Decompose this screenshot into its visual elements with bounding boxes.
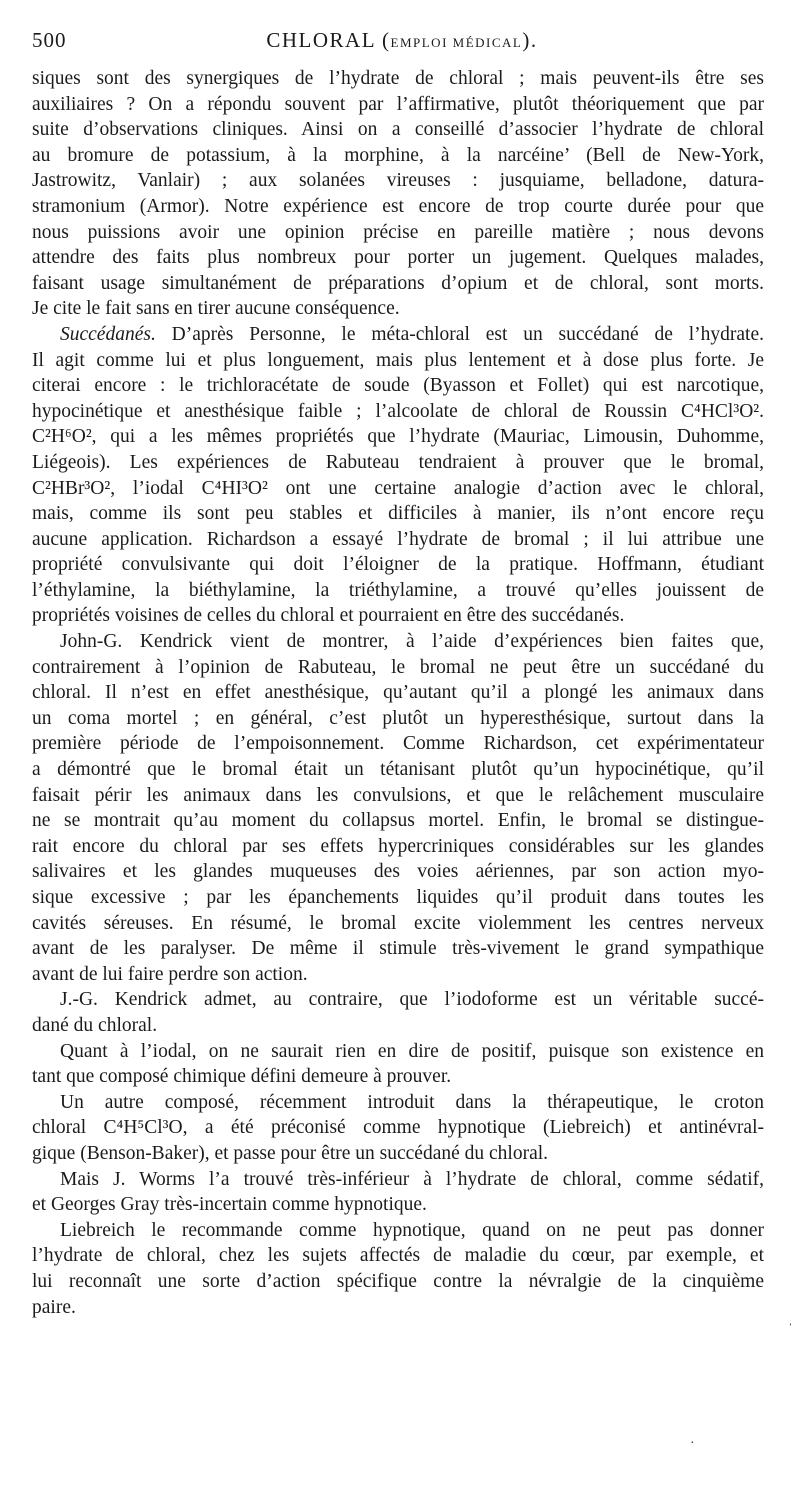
text-line: première période de l’empoisonnement. Comme Richardson, cet expérimentateur xyxy=(32,733,764,755)
text-line: siques sont des synergiques de l’hydrate de chloral ; mais peuvent-ils être ses xyxy=(32,68,764,89)
text-line xyxy=(32,322,764,348)
text-line: propriétés voisines de celles du chloral et pourraient en être des succédanés. xyxy=(32,605,625,627)
running-title xyxy=(32,28,772,53)
text-line: Jastrowitz, Vanlair) ; aux solanées vireuses : jusquiame, belladone, datura- xyxy=(32,170,764,192)
text-line: ne se montrait qu’au moment du collapsus mortel. Enfin, le bromal se distingue- xyxy=(32,810,764,832)
text-line: faisait périr les animaux dans les convulsions, et que le relâchement musculaire xyxy=(32,784,764,806)
text-line: gique (Benson-Baker), et passe pour être un succédané du chloral. xyxy=(32,1142,549,1164)
text-line: auxiliaires ? On a répondu souvent par l’affirmative, plutôt théoriquement que par xyxy=(32,93,764,115)
text-line: Liebreich le recommande comme hypnotique, quand on ne peut pas donner xyxy=(60,1219,764,1241)
text-line: mais, comme ils sont peu stables et difficiles à manier, ils n’ont encore reçu xyxy=(32,503,764,525)
text-line: hypocinétique et anesthésique faible ; l’alcoolate de chloral de Roussin C⁴HCl³O². xyxy=(32,400,764,422)
body-text xyxy=(32,66,764,1320)
text-line: rait encore du chloral par ses effets hypercriniques considérables sur les glandes xyxy=(32,835,764,857)
text-line: lui reconnaît une sorte d’action spécifique contre la névralgie de la cinquième xyxy=(32,1270,764,1292)
text-line: et Georges Gray très-incertain comme hypnotique. xyxy=(32,1194,427,1216)
paragraph xyxy=(32,629,764,987)
paragraph xyxy=(32,987,764,1038)
paragraph xyxy=(32,66,764,322)
text-run: D’après Personne, le méta-chloral est un succédané de l’hydrate. xyxy=(155,323,764,345)
text-line: nous puissions avoir une opinion précise en pareille matière ; nous devons xyxy=(32,221,764,243)
paragraph xyxy=(32,1218,764,1320)
text-line: propriété convulsivante qui doit l’éloigner de la pratique. Hoffmann, étudiant xyxy=(32,554,764,576)
text-line: faisant usage simultanément de préparations d’opium et de chloral, sont morts. xyxy=(32,272,764,294)
text-line: Quant à l’iodal, on ne saurait rien en dire de positif, puisque son existence en xyxy=(60,1040,764,1062)
text-line: paire. xyxy=(32,1296,76,1318)
paragraph xyxy=(32,1167,764,1218)
text-line: C²HBr³O², l’iodal C⁴HI³O² ont une certaine analogie d’action avec le chloral, xyxy=(32,477,764,499)
section-lead: Succédanés. xyxy=(60,323,156,345)
running-title-smallcaps: EMPLOI MÉDICAL xyxy=(390,35,523,50)
text-line: avant de lui faire perdre son action. xyxy=(32,963,308,985)
text-line: C²H⁶O², qui a les mêmes propriétés que l’hydrate (Mauriac, Limousin, Duhomme, xyxy=(32,426,764,448)
text-line: chloral C⁴H⁵Cl³O, a été préconisé comme hypnotique (Liebreich) et antinévral- xyxy=(32,1117,764,1139)
text-line: l’éthylamine, la biéthylamine, la triéthylamine, a trouvé qu’elles jouissent de xyxy=(32,579,764,601)
paragraph xyxy=(32,1039,764,1090)
text-line: aucune application. Richardson a essayé l’hydrate de bromal ; il lui attribue une xyxy=(32,528,764,550)
text-line: J.-G. Kendrick admet, au contraire, que l’iodoforme est un véritable succé- xyxy=(60,989,764,1011)
running-title-main: CHLORAL ( xyxy=(266,28,391,52)
text-line: contrairement à l’opinion de Rabuteau, le bromal ne peut être un succédané du xyxy=(32,656,764,678)
text-line: salivaires et les glandes muqueuses des voies aériennes, par son action myo- xyxy=(32,861,764,883)
text-line: Je cite le fait sans en tirer aucune conséquence. xyxy=(32,298,400,320)
text-line: attendre des faits plus nombreux pour porter un jugement. Quelques malades, xyxy=(32,247,764,269)
text-line: suite d’observations cliniques. Ainsi on a conseillé d’associer l’hydrate de chloral xyxy=(32,119,764,141)
running-title-end: ). xyxy=(522,28,538,52)
text-line: Un autre composé, récemment introduit dans la thérapeutique, le croton xyxy=(60,1091,764,1113)
text-line: cavités séreuses. En résumé, le bromal excite violemment les centres nerveux xyxy=(32,912,764,934)
text-line: au bromure de potassium, à la morphine, à la narcéine’ (Bell de New-York, xyxy=(32,144,764,166)
text-line: sique excessive ; par les épanchements liquides qu’il produit dans toutes les xyxy=(32,887,764,908)
text-line: a démontré que le bromal était un tétanisant plutôt qu’un hypocinétique, qu’il xyxy=(32,759,764,781)
text-line: un coma mortel ; en général, c’est plutôt un hyperesthésique, surtout dans la xyxy=(32,707,764,729)
page-number: 500 xyxy=(32,28,67,52)
text-line: John-G. Kendrick vient de montrer, à l’aide d’expériences bien faites que, xyxy=(60,631,764,653)
text-line: citerai encore : le trichloracétate de soude (Byasson et Follet) qui est narcotique, xyxy=(32,375,764,397)
text-line: Mais J. Worms l’a trouvé très-inférieur à l’hydrate de chloral, comme sédatif, xyxy=(60,1168,764,1190)
text-line: dané du chloral. xyxy=(32,1014,158,1036)
text-line: chloral. Il n’est en effet anesthésique, qu’autant qu’il a plongé les animaux dans xyxy=(32,682,764,704)
paragraph xyxy=(32,1090,764,1167)
text-line: avant de les paralyser. De même il stimule très-vivement le grand sympathique xyxy=(32,938,764,960)
text-line: tant que composé chimique défini demeure à prouver. xyxy=(32,1066,452,1088)
text-line: Il agit comme lui et plus longuement, mais plus lentement et à dose plus forte. Je xyxy=(32,349,764,371)
running-head xyxy=(32,28,772,60)
scan-speck: ˈ xyxy=(788,1322,793,1337)
text-line: stramonium (Armor). Notre expérience est encore de trop courte durée pour que xyxy=(32,195,764,217)
text-line: Liégeois). Les expériences de Rabuteau tendraient à prouver que le bromal, xyxy=(32,451,764,473)
text-line: l’hydrate de chloral, chez les sujets affectés de maladie du cœur, par exemple, et xyxy=(32,1245,764,1267)
paragraph xyxy=(32,322,764,629)
scan-speck: · xyxy=(690,1436,695,1451)
